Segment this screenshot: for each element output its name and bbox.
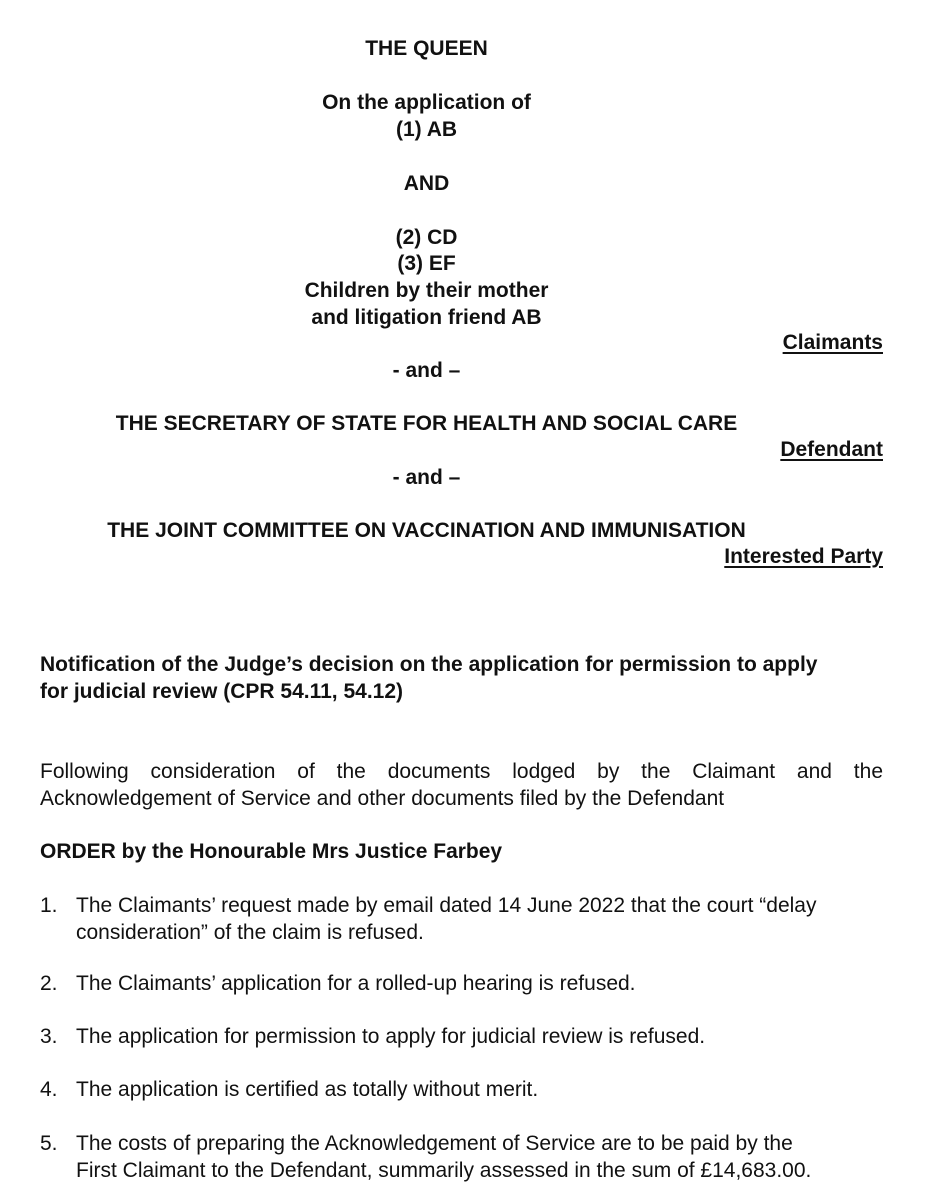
order-item-text-line-1: The Claimants’ request made by email dated 14 June 2022 that the court “delay bbox=[76, 894, 817, 917]
order-item-number: 3. bbox=[40, 1025, 58, 1048]
and-separator-1: - and – bbox=[392, 359, 461, 382]
case-title: THE QUEEN bbox=[365, 37, 488, 60]
and-connector: AND bbox=[403, 172, 450, 195]
order-item-number: 4. bbox=[40, 1078, 58, 1101]
children-line-2: and litigation friend AB bbox=[311, 306, 542, 329]
order-heading: ORDER by the Honourable Mrs Justice Farbey bbox=[40, 840, 503, 863]
interested-party-label: Interested Party bbox=[724, 545, 883, 568]
claimant-2: (2) CD bbox=[395, 226, 458, 249]
defendant-name: THE SECRETARY OF STATE FOR HEALTH AND SOCIAL CARE bbox=[115, 412, 738, 435]
order-item-text-line-1: The Claimants’ application for a rolled-up hearing is refused. bbox=[76, 972, 636, 995]
consideration-line-1: Following consideration of the documents lodged by the Claimant and the bbox=[40, 760, 883, 783]
children-line-1: Children by their mother bbox=[304, 279, 549, 302]
consideration-line-2: Acknowledgement of Service and other documents filed by the Defendant bbox=[40, 787, 725, 810]
order-item-text-line-1: The application is certified as totally without merit. bbox=[76, 1078, 539, 1101]
order-item-number: 1. bbox=[40, 894, 58, 917]
interested-party-name: THE JOINT COMMITTEE ON VACCINATION AND IMMUNISATION bbox=[107, 519, 746, 542]
and-separator-2: - and – bbox=[392, 466, 461, 489]
on-application-line: On the application of bbox=[322, 91, 531, 114]
order-item-text-line-2: consideration” of the claim is refused. bbox=[76, 921, 424, 944]
order-item-text-line-2: First Claimant to the Defendant, summarily assessed in the sum of £14,683.00. bbox=[76, 1159, 812, 1182]
order-item-text-line-1: The application for permission to apply for judicial review is refused. bbox=[76, 1025, 706, 1048]
order-item-text-line-1: The costs of preparing the Acknowledgement of Service are to be paid by the bbox=[76, 1132, 793, 1155]
order-item-number: 5. bbox=[40, 1132, 58, 1155]
claimant-1: (1) AB bbox=[395, 118, 458, 141]
order-item-number: 2. bbox=[40, 972, 58, 995]
notification-title-line-1: Notification of the Judge’s decision on the application for permission to apply bbox=[40, 653, 818, 676]
defendant-label: Defendant bbox=[780, 438, 883, 461]
claimant-3: (3) EF bbox=[397, 252, 456, 275]
claimants-label: Claimants bbox=[782, 331, 883, 354]
notification-title-line-2: for judicial review (CPR 54.11, 54.12) bbox=[40, 680, 403, 703]
